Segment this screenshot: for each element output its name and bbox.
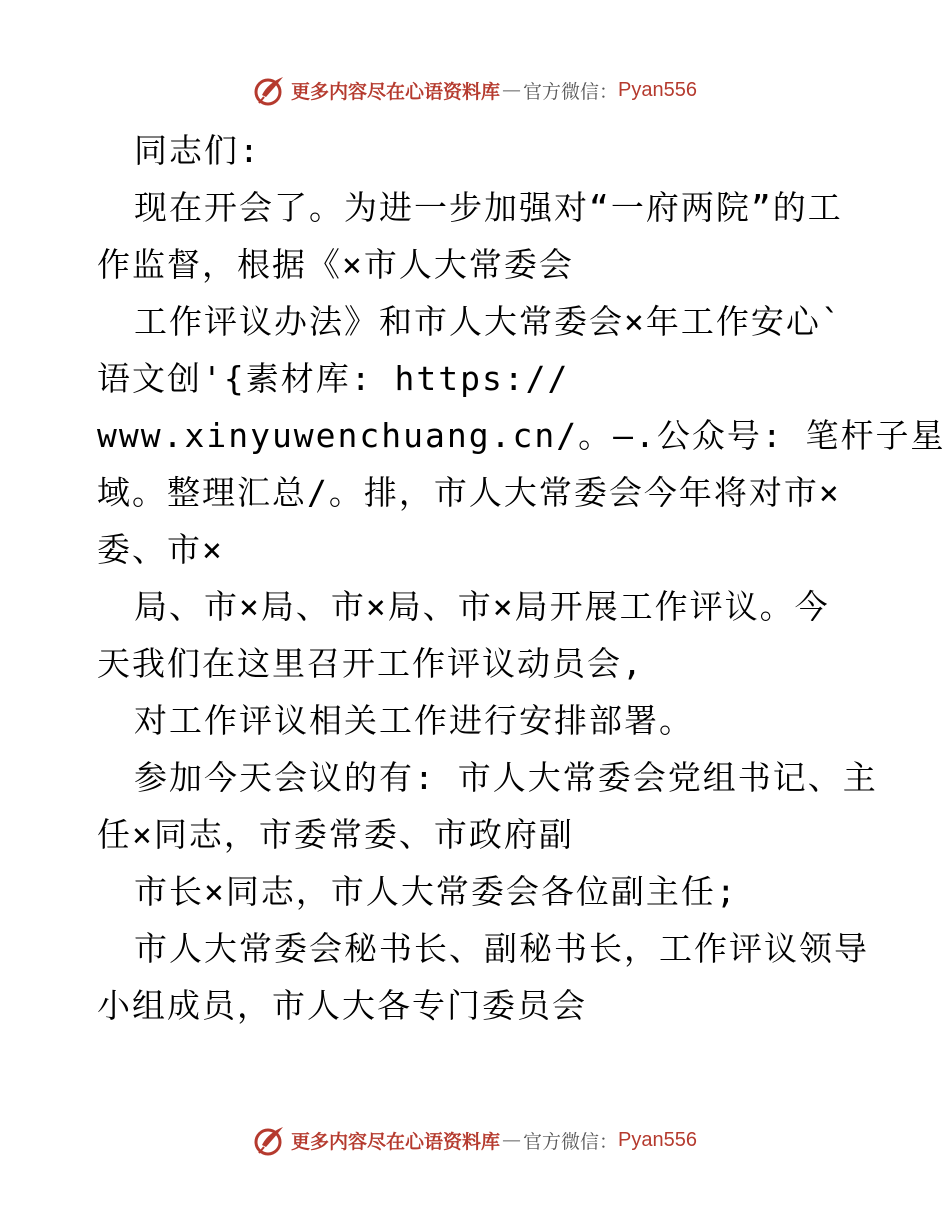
banner-wechat-id: Pyan556 — [618, 78, 697, 101]
doc-line: 现在开会了。为进一步加强对“一府两院”的工 — [134, 188, 843, 227]
doc-line: 任×同志，市委常委、市政府副 — [97, 815, 574, 854]
footer-banner — [0, 1120, 950, 1160]
doc-line: 对工作评议相关工作进行安排部署。 — [134, 701, 694, 740]
banner-brand-text: 更多内容尽在心语资料库 — [291, 80, 501, 103]
doc-line: www.xinyuwenchuang.cn/。—.公众号: 笔杆子星 — [97, 416, 946, 455]
doc-line: 小组成员，市人大各专门委员会 — [97, 986, 587, 1025]
doc-line: 参加今天会议的有: 市人大常委会党组书记、主 — [134, 758, 878, 797]
doc-line: 局、市×局、市×局、市×局开展工作评议。今 — [134, 587, 830, 626]
banner-wechat-id: Pyan556 — [618, 1128, 697, 1151]
quill-logo-icon — [253, 73, 287, 107]
doc-line: 委、市× — [97, 530, 224, 569]
doc-line: 域。整理汇总/。排，市人大常委会今年将对市× — [97, 473, 841, 512]
doc-line: 工作评议办法》和市人大常委会×年工作安心` — [134, 302, 843, 341]
doc-line: 作监督，根据《×市人大常委会 — [97, 245, 574, 284]
doc-line: 天我们在这里召开工作评议动员会, — [97, 644, 644, 683]
banner-wechat-label: 官方微信： — [523, 80, 619, 103]
quill-logo-icon — [253, 1123, 287, 1157]
doc-line: 同志们: — [134, 131, 261, 170]
header-banner — [0, 70, 950, 110]
banner-separator: — — [502, 1129, 522, 1151]
doc-line: 市长×同志，市人大常委会各位副主任; — [134, 872, 738, 911]
doc-line: 市人大常委会秘书长、副秘书长，工作评议领导 — [134, 929, 869, 968]
banner-separator: — — [502, 79, 522, 101]
doc-line: 语文创'{素材库: https:// — [97, 359, 570, 398]
banner-brand-text: 更多内容尽在心语资料库 — [291, 1130, 501, 1153]
document-body — [97, 122, 946, 1034]
banner-wechat-label: 官方微信： — [523, 1130, 619, 1153]
